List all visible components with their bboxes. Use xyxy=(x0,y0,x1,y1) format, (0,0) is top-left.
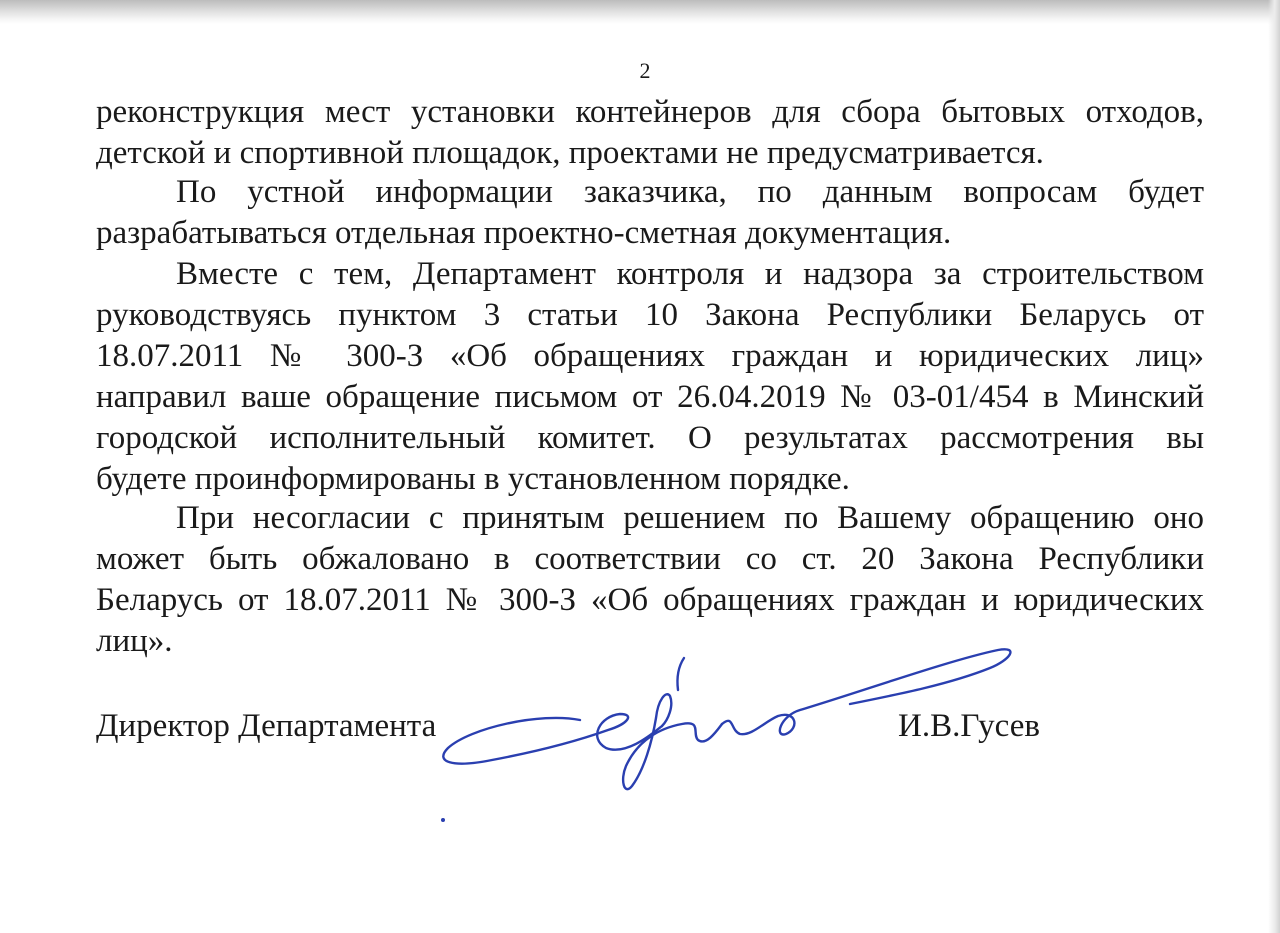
paragraph-line: При несогласии с принятым решением по Вашему обращению оно xyxy=(176,500,1204,536)
paragraph-3 xyxy=(96,254,1204,500)
paragraph-2 xyxy=(96,172,1204,254)
page-number: 2 xyxy=(639,58,651,83)
paragraph-line: лиц». xyxy=(96,623,173,659)
paragraph-line: По устной информации заказчика, по данным вопросам будет xyxy=(176,174,1204,210)
paragraph-line: реконструкция мест установки контейнеров для сбора бытовых отходов, xyxy=(96,94,1204,130)
paragraph-line: направил ваше обращение письмом от 26.04.2019 № 03-01/454 в Минский xyxy=(96,379,1204,415)
scan-right-edge xyxy=(1268,0,1280,933)
paragraph-line: Беларусь от 18.07.2011 № 300-З «Об обращениях граждан и юридических xyxy=(96,582,1204,618)
paragraph-1 xyxy=(96,92,1204,174)
paragraph-line: будете проинформированы в установленном порядке. xyxy=(96,461,850,497)
ink-speck xyxy=(441,818,445,822)
scan-top-shadow xyxy=(0,0,1280,24)
paragraph-line: разрабатываться отдельная проектно-сметная документация. xyxy=(96,215,952,251)
paragraph-line: руководствуясь пунктом 3 статьи 10 Закона Республики Беларусь от xyxy=(96,297,1204,333)
paragraph-line: 18.07.2011 № 300-З «Об обращениях граждан и юридических лиц» xyxy=(96,338,1204,374)
signatory-title: Директор Департамента xyxy=(96,708,437,744)
paragraph-line: городской исполнительный комитет. О результатах рассмотрения вы xyxy=(96,420,1204,456)
paragraph-line: Вместе с тем, Департамент контроля и надзора за строительством xyxy=(176,256,1204,292)
signatory-name: И.В.Гусев xyxy=(898,708,1040,744)
paragraph-line: детской и спортивной площадок, проектами не предусматривается. xyxy=(96,135,1044,171)
paragraph-line: может быть обжаловано в соответствии со ст. 20 Закона Республики xyxy=(96,541,1204,577)
